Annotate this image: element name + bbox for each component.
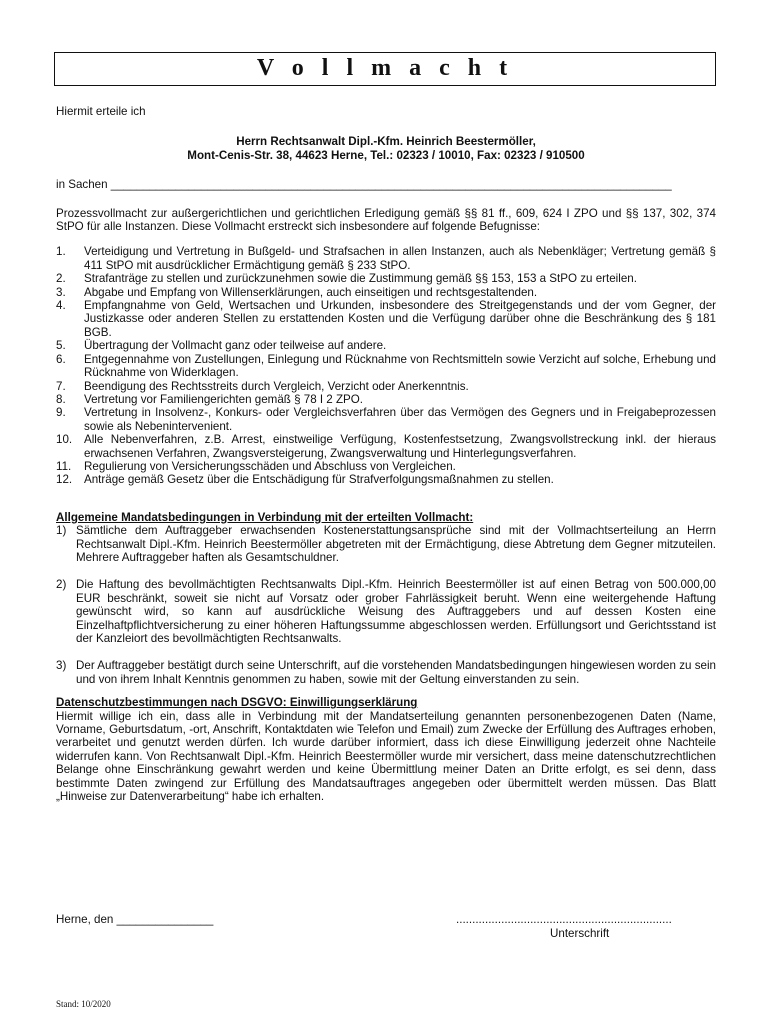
list-item: 5. Übertragung der Vollmacht ganz oder teilweise auf andere.	[56, 339, 387, 353]
list-item: 12. Anträge gemäß Gesetz über die Entschädigung für Strafverfolgungsmaßnahmen zu stellen.	[56, 473, 554, 487]
in-sachen-field[interactable]: in Sachen _______________________________________________________________________________________	[56, 178, 672, 192]
revision-stamp: Stand: 10/2020	[56, 999, 111, 1009]
condition-item: 2) Die Haftung des bevollmächtigten Rechtsanwalts Dipl.-Kfm. Heinrich Beestermöller ist auf einen Betrag von 500.000,00 EUR beschränkt, soweit sie nicht auf Vorsatz oder grober Fahrlässigkeit beruht. Wenn eine weitergehende Haftung gewünscht wird, so kann auf ausdrückliche Weisung des Auftraggebers und auf dessen Kosten eine Einzelhaftpflichtversicherung zu einer höheren Haftungssumme abgeschlossen werden. Erfüllungsort und Gerichtsstand ist der Kanzleiort des bevollmächtigten Rechtsanwalts.	[56, 578, 716, 645]
list-item: 6. Entgegennahme von Zustellungen, Einlegung und Rücknahme von Rechtsmitteln sowie Verzicht auf solche, Erhebung und Rücknahme von Widerklagen.	[56, 352, 716, 380]
dsgvo-paragraph: Hiermit willige ich ein, dass alle in Verbindung mit der Mandatserteilung genannten personenbezogenen Daten (Name, Vorname, Geburtsdatum, -ort, Anschrift, Kontaktdaten wie Telefon und Email) zum Zwecke der Erfüllung des Auftrages erhoben, verarbeitet und genutzt werden dürfen. Ich wurde darüber informiert, dass ich diese Einwilligung jederzeit ohne Nachteile widerrufen kann. Von Rechtsanwalt Dipl.-Kfm. Heinrich Beestermöller wurde mir versichert, dass meine datenschutzrechtlichen Belange ohne Einschränkung gewahrt werden und keine Übermittlung meiner Daten an Dritte erfolgt, es sei denn, dass bestimmte Daten zwingend zur Erfüllung des Mandatsauftrages angegeben oder übermittelt werden müssen. Das Blatt „Hinweise zur Datenverarbeitung“ habe ich erhalten.	[56, 709, 716, 804]
list-item: 7. Beendigung des Rechtsstreits durch Vergleich, Verzicht oder Anerkenntnis.	[56, 379, 469, 393]
list-item: 11. Regulierung von Versicherungsschäden und Abschluss von Vergleichen.	[56, 459, 456, 473]
list-item: 9. Vertretung in Insolvenz-, Konkurs- oder Vergleichsverfahren über das Vermögen des Gegners und in Freigabeprozessen sowie als Nebenintervenient.	[56, 406, 716, 433]
list-item: 2. Strafanträge zu stellen und zurückzunehmen sowie die Zustimmung gemäß §§ 153, 153 a StPO zu erteilen.	[56, 272, 637, 286]
scope-paragraph: Prozessvollmacht zur außergerichtlichen und gerichtlichen Erledigung gemäß §§ 81 ff., 609, 624 I ZPO und §§ 137, 302, 374 StPO für alle Instanzen. Diese Vollmacht erstreckt sich insbesondere auf folgende Befugnisse:	[56, 206, 716, 234]
signature-line[interactable]: ...................................................................	[456, 913, 672, 926]
conditions-heading: Allgemeine Mandatsbedingungen in Verbindung mit der erteilten Vollmacht:	[56, 510, 474, 524]
signature-row	[56, 913, 716, 953]
document-title: V o l l m a c h t	[256, 55, 514, 82]
attorney-address: Mont-Cenis-Str. 38, 44623 Herne, Tel.: 02323 / 10010, Fax: 02323 / 910500	[187, 148, 585, 162]
list-item: 3. Abgabe und Empfang von Willenserklärungen, auch einseitigen und rechtsgestaltenden.	[56, 285, 538, 299]
place-date-field[interactable]: Herne, den _______________	[56, 913, 214, 926]
list-item: 10. Alle Nebenverfahren, z.B. Arrest, einstweilige Verfügung, Kostenfestsetzung, Zwangsvollstreckung inkl. der hieraus erwachsenen Verfahren, Zwangsversteigerung, Zwangsverwaltung und Hinterlegungsverfahren.	[56, 433, 716, 460]
list-item: 1. Verteidigung und Vertretung in Bußgeld- und Strafsachen in allen Instanzen, auch als Nebenkläger; Vertretung gemäß § 411 StPO mit ausdrücklicher Ermächtigung gemäß § 233 StPO.	[56, 245, 716, 272]
attorney-name: Herrn Rechtsanwalt Dipl.-Kfm. Heinrich Beestermöller,	[236, 135, 536, 149]
powers-list	[56, 245, 716, 486]
condition-item: 3) Der Auftraggeber bestätigt durch seine Unterschrift, auf die vorstehenden Mandatsbedingungen hingewiesen worden zu sein und von ihrem Inhalt Kenntnis genommen zu haben, sowie mit der Geltung einverstanden zu sein.	[56, 659, 716, 686]
signature-label: Unterschrift	[550, 927, 610, 940]
list-item: 8. Vertretung vor Familiengerichten gemäß § 78 I 2 ZPO.	[56, 392, 364, 406]
attorney-block	[56, 135, 716, 162]
title-box	[54, 52, 716, 86]
document-page	[56, 52, 716, 803]
dsgvo-heading: Datenschutzbestimmungen nach DSGVO: Einwilligungserklärung	[56, 696, 418, 710]
condition-item: 1) Sämtliche dem Auftraggeber erwachsenden Kostenerstattungsansprüche sind mit der Vollmachtserteilung an Herrn Rechtsanwalt Dipl.-Kfm. Heinrich Beestermöller abgetreten mit der Ermächtigung, diese Abtretung dem Gegner mitzuteilen. Mehrere Auftraggeber haften als Gesamtschuldner.	[56, 524, 716, 564]
list-item: 4. Empfangnahme von Geld, Wertsachen und Urkunden, insbesondere des Streitgegenstands und der vom Gegner, der Justizkasse oder anderen Stellen zu erstattenden Kosten und die Verfügung darüber ohne die Beschränkung des § 181 BGB.	[56, 299, 716, 339]
intro-text: Hiermit erteile ich	[56, 105, 146, 118]
